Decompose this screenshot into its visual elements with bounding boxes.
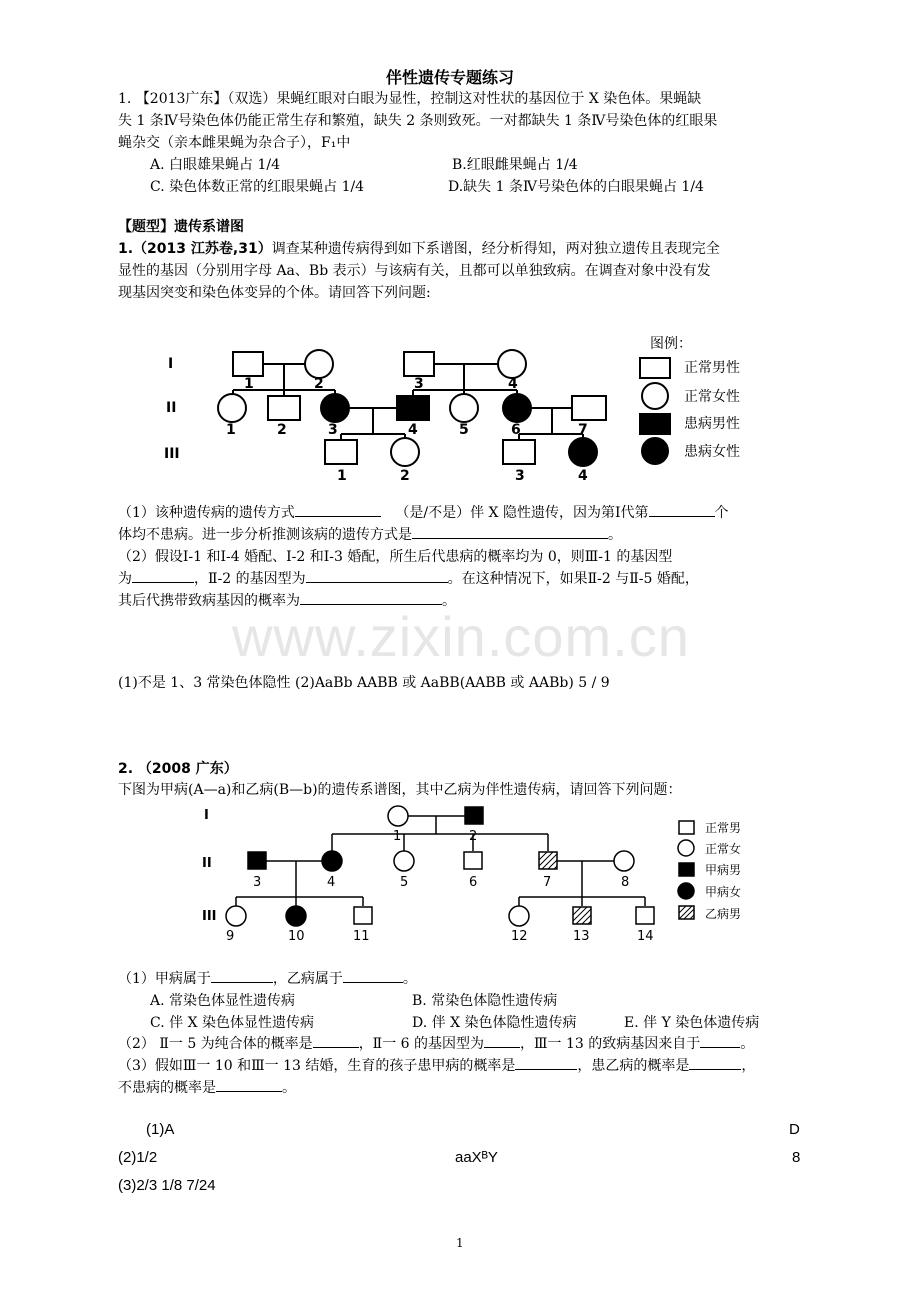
q2-p1-text-b: ，乙病属于 [272, 971, 343, 987]
q1-p2-text-b: 为 [118, 571, 132, 587]
q1-p1-text-c: 个 [714, 505, 729, 521]
ped2-legend-disease-a-male: 甲病男 [705, 863, 742, 877]
answer-blank[interactable] [649, 502, 715, 517]
ped1-num: 3 [328, 422, 338, 438]
answer-blank[interactable] [306, 568, 448, 583]
ped1-legend-normal-female: 正常女性 [684, 389, 740, 405]
ped2-legend-normal-female: 正常女 [705, 842, 742, 856]
ped1-num: 7 [578, 422, 588, 438]
q2-part1 [118, 968, 417, 990]
q2-answer-2c: 8 [792, 1149, 801, 1166]
q1-part2-line1: （2）假设Ⅰ-1 和Ⅰ-4 婚配、Ⅰ-2 和Ⅰ-3 婚配，所生后代患病的概率均为 0，则Ⅲ-1 的基因型 [118, 549, 673, 565]
q1-source: 1.（2013 江苏卷,31） [118, 241, 272, 257]
q2-p3-text-e: 。 [282, 1080, 296, 1096]
ped2-num: 13 [573, 929, 590, 944]
q2-answer-3: (3)2/3 1/8 7/24 [118, 1177, 216, 1194]
ped2-num: 8 [621, 875, 630, 890]
q2-p3-text-d: 不患病的概率是 [118, 1080, 216, 1096]
ped1-gen-label-3: III [164, 446, 180, 462]
q2-option-b: B. 常染色体隐性遗传病 [412, 993, 558, 1009]
q1-p1-text-a: （1）该种遗传病的遗传方式 [118, 505, 295, 521]
ped1-gen-label-2: II [166, 400, 177, 416]
answer-blank[interactable] [216, 1077, 282, 1092]
q2-p2-text-b: ，Ⅱ一 6 的基因型为 [358, 1036, 485, 1052]
ped1-num: 1 [337, 468, 347, 484]
q1-p1-text-d: 体均不患病。进一步分析推测该病的遗传方式是 [118, 527, 412, 543]
q1-p1-text-b: （是/不是）伴 X 隐性遗传，因为第Ⅰ代第 [395, 505, 649, 521]
q2-p3-text-b: ，患乙病的概率是 [577, 1058, 690, 1074]
ped1-num: 5 [459, 422, 469, 438]
ped1-num: 2 [400, 468, 410, 484]
answer-blank[interactable] [515, 1055, 577, 1070]
q1-line2: 显性的基因（分别用字母 Aa、Bb 表示）与该病有关，且都可以单独致病。在调查对象中没有发 [118, 263, 711, 279]
q2-option-e: E. 伴 Y 染色体遗传病 [624, 1015, 760, 1031]
q2-heading: 2. （2008 广东） [118, 761, 238, 777]
q0-option-d: D.缺失 1 条Ⅳ号染色体的白眼果蝇占 1/4 [448, 179, 704, 195]
ped1-num: 1 [244, 376, 254, 392]
q2-p2-text-d: 。 [740, 1036, 755, 1052]
q1-answer: (1)不是 1、3 常染色体隐性 (2)AaBb AABB 或 AaBB(AABB 或 AABb) 5 / 9 [118, 675, 610, 691]
q1-line3: 现基因突变和染色体变异的个体。请回答下列问题: [118, 285, 431, 301]
q2-p2-text-a: （2） Ⅱ一 5 为纯合体的概率是 [118, 1036, 313, 1052]
q0-line2: 失 1 条Ⅳ号染色体仍能正常生存和繁殖，缺失 2 条则致死。一对都缺失 1 条Ⅳ号染色体的红眼果 [118, 113, 718, 129]
q2-answer-1a: (1)A [146, 1121, 175, 1138]
ped2-gen-label-1: I [204, 808, 209, 823]
q1-p2-text-e: 其后代携带致病基因的概率为 [118, 593, 300, 609]
answer-blank[interactable] [343, 968, 403, 983]
ped1-gen-label-1: I [168, 356, 174, 372]
answer-blank[interactable] [300, 590, 442, 605]
answer-blank[interactable] [295, 502, 381, 517]
ped1-num: 6 [511, 422, 521, 438]
ped2-num: 12 [511, 929, 528, 944]
ped2-num: 2 [469, 829, 478, 844]
ped1-num: 3 [414, 376, 424, 392]
q2-p3-text-a: （3）假如Ⅲ一 10 和Ⅲ一 13 结婚，生育的孩子患甲病的概率是 [118, 1058, 516, 1074]
ped2-num: 6 [469, 875, 478, 890]
q1-p1-text-e: 。 [608, 527, 622, 543]
ped2-num: 3 [253, 875, 262, 890]
q2-answer-2b: aaXᴮY [455, 1149, 498, 1166]
ped2-num: 4 [327, 875, 336, 890]
q2-answer-1b: D [789, 1121, 800, 1138]
ped1-num: 4 [408, 422, 418, 438]
ped2-legend-disease-b-male: 乙病男 [705, 907, 742, 921]
pedigree-chart-2 [0, 800, 920, 945]
ped1-legend-affected-male: 患病男性 [684, 416, 740, 432]
page-title: 伴性遗传专题练习 [386, 68, 515, 87]
q2-part3-line2 [118, 1077, 296, 1099]
ped2-num: 5 [400, 875, 409, 890]
q0-option-b: B.红眼雌果蝇占 1/4 [452, 157, 578, 173]
q1-line1-text: 调查某种遗传病得到如下系谱图，经分析得知，两对独立遗传且表现完全 [271, 241, 720, 257]
ped2-num: 1 [393, 829, 402, 844]
section-heading: 【题型】遗传系谱图 [118, 219, 244, 235]
answer-blank[interactable] [700, 1033, 740, 1048]
ped1-num: 4 [508, 376, 518, 392]
q2-option-c: C. 伴 X 染色体显性遗传病 [150, 1015, 314, 1031]
q2-option-d: D. 伴 X 染色体隐性遗传病 [412, 1015, 577, 1031]
answer-blank[interactable] [211, 968, 273, 983]
q1-part1-line2 [118, 524, 622, 546]
answer-blank[interactable] [484, 1033, 520, 1048]
q1-part2-line2 [118, 568, 699, 590]
ped2-gen-label-3: III [202, 909, 217, 924]
ped2-num: 14 [637, 929, 654, 944]
q0-line3: 蝇杂交（亲本雌果蝇为杂合子），F₁中 [118, 135, 351, 151]
ped1-legend-normal-male: 正常男性 [684, 360, 740, 376]
answer-blank[interactable] [313, 1033, 359, 1048]
q1-part1-line1 [118, 502, 729, 524]
ped1-num: 3 [515, 468, 525, 484]
ped2-num: 10 [288, 929, 305, 944]
ped1-num: 1 [226, 422, 236, 438]
q0-option-c: C. 染色体数正常的红眼果蝇占 1/4 [150, 179, 365, 195]
watermark: www.zixin.com.cn [232, 605, 690, 668]
ped2-legend-disease-a-female: 甲病女 [705, 885, 742, 899]
q1-p2-text-c: ，Ⅱ-2 的基因型为 [194, 571, 306, 587]
ped2-num: 7 [543, 875, 552, 890]
q1-p2-text-f: 。 [442, 593, 456, 609]
ped2-num: 9 [226, 929, 235, 944]
answer-blank[interactable] [412, 524, 608, 539]
q2-p2-text-c: ，Ⅲ一 13 的致病基因来自于 [520, 1036, 701, 1052]
q1-line1 [118, 238, 720, 260]
answer-blank[interactable] [132, 568, 194, 583]
q0-line1: 1. 【2013广东】（双选）果蝇红眼对白眼为显性，控制这对性状的基因位于 X 染色体。果蝇缺 [118, 91, 702, 107]
q2-intro: 下图为甲病(A—a)和乙病(B—b)的遗传系谱图，其中乙病为伴性遗传病，请回答下列问题： [118, 782, 682, 798]
q1-p2-text-d: 。在这种情况下，如果Ⅱ-2 与Ⅱ-5 婚配， [447, 571, 699, 587]
ped1-legend-title: 图例： [650, 336, 692, 352]
ped1-num: 2 [277, 422, 287, 438]
answer-blank[interactable] [689, 1055, 741, 1070]
q2-p1-text-c: 。 [402, 971, 417, 987]
q2-p3-text-c: ， [741, 1058, 756, 1074]
ped1-num: 4 [578, 468, 588, 484]
q0-option-a: A. 白眼雄果蝇占 1/4 [150, 157, 280, 173]
ped1-legend-affected-female: 患病女性 [684, 444, 740, 460]
ped2-num: 11 [353, 929, 370, 944]
ped2-legend-normal-male: 正常男 [705, 821, 742, 835]
ped2-gen-label-2: II [202, 856, 212, 871]
q2-part3-line1 [118, 1055, 755, 1077]
q2-answer-2a: (2)1/2 [118, 1149, 158, 1166]
q2-p1-text-a: （1）甲病属于 [118, 971, 211, 987]
q2-option-a: A. 常染色体显性遗传病 [150, 993, 296, 1009]
page-number: 1 [456, 1236, 464, 1250]
pedigree-chart-1 [0, 320, 920, 500]
ped1-num: 2 [314, 376, 324, 392]
q2-part2 [118, 1033, 754, 1055]
